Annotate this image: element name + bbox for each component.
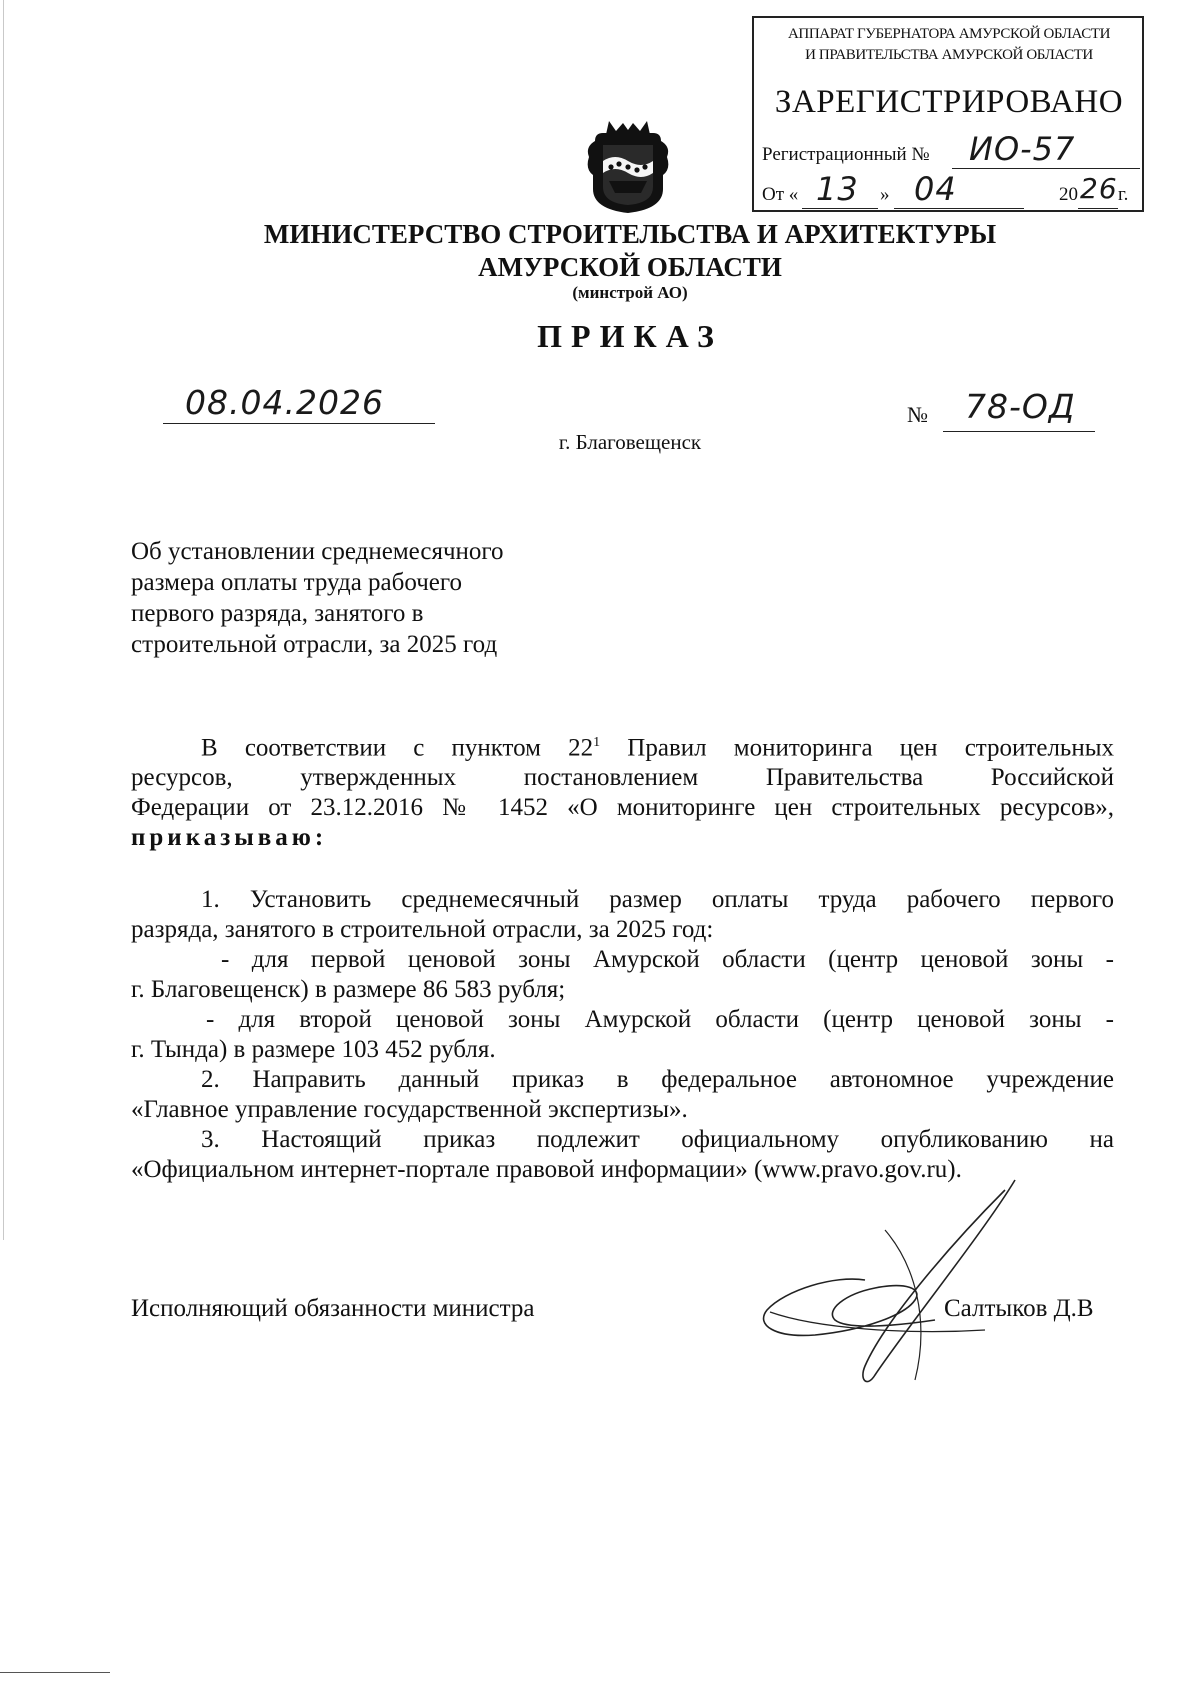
subject-line: размера оплаты труда рабочего — [131, 569, 463, 596]
stamp-reg-number: ИО-57 — [969, 130, 1076, 168]
item-1-line: 1. Установить среднемесячный размер оплаты труда рабочего первого — [201, 886, 1114, 913]
registration-stamp — [752, 16, 1144, 212]
item-3-line: «Официальном интернет-портале правовой информации» (www.pravo.gov.ru). — [131, 1156, 962, 1183]
stamp-date-day: 13 — [816, 170, 859, 208]
preamble-line: ресурсов, утвержденных постановлением Правительства Российской — [131, 764, 1114, 792]
preamble-line — [131, 728, 1114, 763]
item-1b-line: г. Тында) в размере 103 452 рубля. — [131, 1036, 496, 1063]
order-subject — [131, 536, 504, 660]
item-1a-line: - для первой ценовой зоны Амурской области (центр ценовой зоны - — [221, 946, 1114, 973]
item-1-line: разряда, занятого в строительной отрасли, за 2025 год: — [131, 916, 714, 943]
item-3-line: 3. Настоящий приказ подлежит официальному опубликованию на — [201, 1126, 1114, 1153]
order-city: г. Благовещенск — [558, 430, 702, 454]
preamble-text: В соответствии с пунктом 22 — [201, 734, 594, 762]
subject-line: Об установлении среднемесячного — [131, 538, 504, 565]
order-number: 78-ОД — [965, 387, 1076, 426]
preamble-line: Федерации от 23.12.2016 № 1452 «О мониторинге цен строительных ресурсов», — [131, 794, 1114, 822]
preamble — [131, 728, 1114, 853]
stamp-date-close: » — [880, 184, 890, 205]
stamp-year-end: г. — [1118, 184, 1129, 205]
stamp-date-month: 04 — [914, 170, 957, 208]
subject-line: строительной отрасли, за 2025 год — [131, 631, 498, 658]
stamp-reg-label: Регистрационный № — [762, 144, 930, 165]
stamp-title: ЗАРЕГИСТРИРОВАНО — [774, 84, 1124, 120]
stamp-year-underline — [1078, 208, 1118, 209]
signer-name: Салтыков Д.В — [944, 1295, 1094, 1322]
order-date-underline — [163, 423, 435, 424]
item-2-line: «Главное управление государственной экспертизы». — [131, 1096, 688, 1123]
subject-line: первого разряда, занятого в — [131, 600, 424, 627]
stamp-reg-row — [762, 144, 930, 166]
item-1a-line: г. Благовещенск) в размере 86 583 рубля; — [131, 976, 566, 1003]
stamp-reg-underline — [952, 168, 1140, 169]
stamp-org-line2: И ПРАВИТЕЛЬСТВА АМУРСКОЙ ОБЛАСТИ — [805, 47, 1093, 63]
stamp-day-underline — [802, 208, 878, 209]
signer-position: Исполняющий обязанности министра — [131, 1295, 535, 1322]
handwritten-signature — [755, 1170, 1045, 1400]
item-2-line: 2. Направить данный приказ в федеральное автономное учреждение — [201, 1066, 1114, 1093]
stamp-year-suffix: 26 — [1080, 172, 1118, 205]
preamble-superscript: 1 — [593, 735, 601, 750]
preamble-text: Правил мониторинга цен строительных — [600, 734, 1114, 762]
scan-margin-line — [3, 0, 4, 1240]
scan-edge-line — [0, 1672, 110, 1673]
order-number-label: № — [907, 402, 928, 427]
order-command: приказываю: — [131, 824, 328, 852]
item-1b-line: - для второй ценовой зоны Амурской области (центр ценовой зоны - — [206, 1006, 1114, 1033]
stamp-organization — [760, 24, 1138, 66]
order-date: 08.04.2026 — [185, 383, 384, 422]
stamp-org-line1: АППАРАТ ГУБЕРНАТОРА АМУРСКОЙ ОБЛАСТИ — [787, 26, 1111, 42]
coat-of-arms-icon — [585, 117, 671, 215]
stamp-month-underline — [894, 208, 1024, 209]
stamp-date-prefix: От « — [762, 184, 799, 205]
ministry-short-name: (минстрой АО) — [572, 283, 688, 302]
ministry-name-line2: АМУРСКОЙ ОБЛАСТИ — [478, 252, 782, 282]
order-items — [131, 885, 1114, 1185]
stamp-year-prefix: 20 — [1059, 184, 1078, 205]
document-type-title: ПРИКАЗ — [537, 318, 723, 354]
ministry-name-line1: МИНИСТЕРСТВО СТРОИТЕЛЬСТВА И АРХИТЕКТУРЫ — [263, 219, 997, 249]
